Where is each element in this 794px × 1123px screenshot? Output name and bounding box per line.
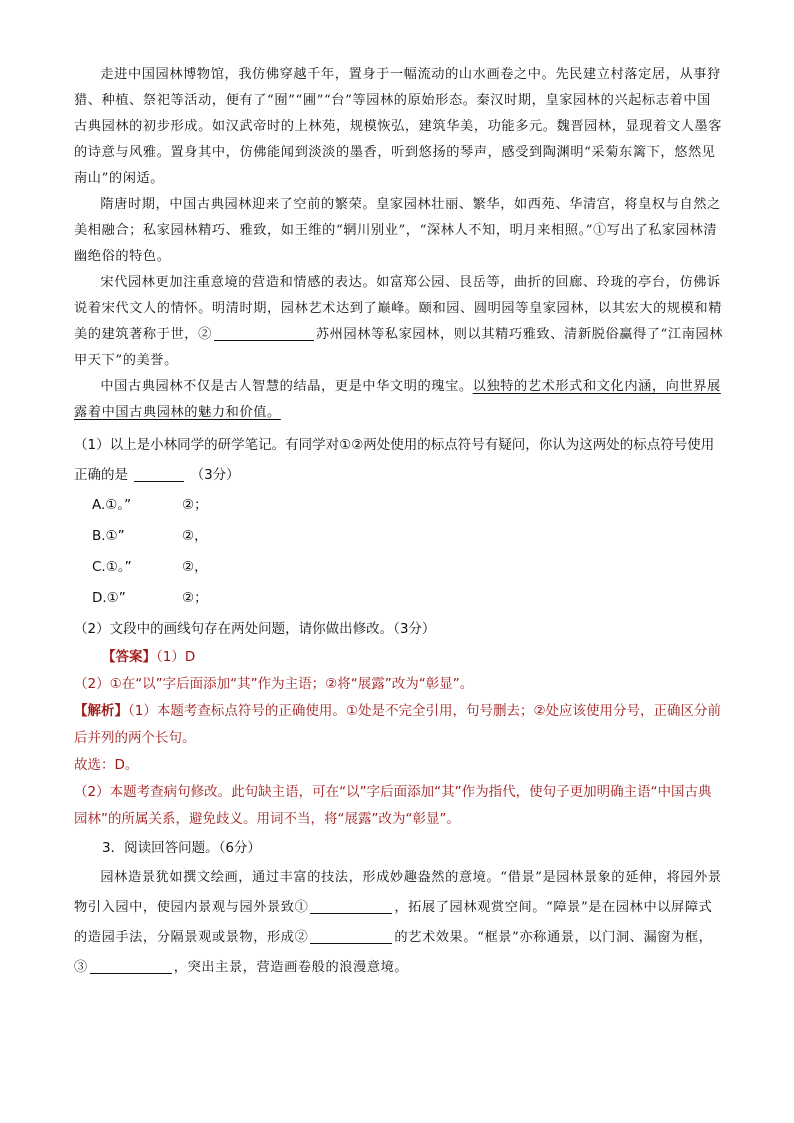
passage-p4-part1: 中国古典园林不仅是古人智慧的结晶，更是中华文明的瑰宝。 <box>100 379 473 394</box>
passage-paragraph-4 <box>74 374 724 426</box>
option-a-label: A.①。” <box>92 497 132 513</box>
section-3-paragraph <box>74 863 724 983</box>
option-a <box>92 490 724 521</box>
section-3-text-4: ，突出主景，营造画卷般的浪漫意境。 <box>173 960 409 975</box>
passage-p3-part2: 苏州园林等私家园林，则以其精巧雅致、清新脱俗赢得了“江南园林甲天下”的美誉。 <box>74 327 724 368</box>
document-page <box>74 62 724 983</box>
option-c-mark: ②， <box>182 559 208 575</box>
section-3-text-1: 园林造景犹如撰文绘画，通过丰富的技法，形成妙趣盎然的意境。“借景”是园林景象的延伸，将园外景物引入园中，使园内景观与园外景致① <box>74 870 722 915</box>
option-d-mark: ②； <box>182 590 208 606</box>
passage-paragraph-1: 走进中国园林博物馆，我仿佛穿越千年，置身于一幅流动的山水画卷之中。先民建立村落定居，从事狩猎、种植、祭祀等活动，便有了“囿”“圃”“台”等园林的原始形态。秦汉时期，皇家园林的兴起标志着中国古典园林的初步形成。如汉武帝时的上林苑，规模恢弘，建筑华美，功能多元。魏晋园林，显现着文人墨客的诗意与风雅。置身其中，仿佛能闻到淡淡的墨香，听到悠扬的琴声，感受到陶渊明“采菊东篱下，悠然见南山”的闲适。 <box>74 67 723 186</box>
option-c <box>92 552 724 583</box>
option-d <box>92 583 724 614</box>
question-1-blank <box>134 467 184 482</box>
question-1-stem <box>74 430 724 490</box>
analysis-line-1 <box>74 698 724 752</box>
answer-tag: 【答案】 <box>102 649 156 665</box>
passage-paragraph-3 <box>74 270 724 374</box>
answer-1: （1）D <box>156 649 196 665</box>
passage-paragraph-2: 隋唐时期，中国古典园林迎来了空前的繁荣。皇家园林壮丽、繁华，如西苑、华清宫，将皇权与自然之美相融合；私家园林精巧、雅致，如王维的“辋川别业”，“深林人不知，明月来相照。”①写出了私家园林清幽绝俗的特色。 <box>74 197 721 264</box>
option-a-mark: ②； <box>182 497 208 513</box>
answer-line-1 <box>74 644 724 671</box>
answer-line-2: （2）①在“以”字后面添加“其”作为主语；②将“展露”改为“彰显”。 <box>74 676 474 692</box>
option-b-mark: ②， <box>182 528 208 544</box>
question-2-stem: （2）文段中的画线句存在两处问题，请你做出修改。（3分） <box>74 621 436 637</box>
question-1-options <box>74 490 724 614</box>
question-1-score: （3分） <box>190 467 240 483</box>
section-3-blank-3 <box>90 959 172 974</box>
option-b <box>92 521 724 552</box>
section-3-text-2: ，拓展了园林观赏空间。“障景”是在园林中以屏障式的造园手法，分隔景观或景物，形成② <box>74 900 713 945</box>
section-3-blank-1 <box>310 899 392 914</box>
answer-blank-2 <box>214 326 314 341</box>
option-c-label: C.①。” <box>92 559 132 575</box>
question-1-text: （1）以上是小林同学的研学笔记。有同学对①②两处使用的标点符号有疑问，你认为这两处的标点符号使用正确的是 <box>74 437 715 483</box>
analysis-line-2: 故选：D。 <box>74 757 139 773</box>
passage-p3-part1: 宋代园林更加注重意境的营造和情感的表达。如富郑公园、艮岳等，曲折的回廊、玲珑的亭台，仿佛诉说着宋代文人的情怀。明清时期，园林艺术达到了巅峰。颐和园、圆明园等皇家园林，以其宏大的规模和精美的建筑著称于世，② <box>74 275 723 342</box>
section-3-blank-2 <box>310 929 392 944</box>
section-3-title: 3．阅读回答问题。（6分） <box>102 840 261 856</box>
analysis-tag: 【解析】 <box>74 703 128 719</box>
section-3-text-3: 的艺术效果。“框景”亦称通景，以门洞、漏窗为框，③ <box>74 930 713 975</box>
analysis-line-3: （2）本题考查病句修改。此句缺主语，可在“以”字后面添加“其”作为指代，使句子更加明确主语“中国古典园林”的所属关系，避免歧义。用词不当，将“展露”改为“彰显”。 <box>74 784 712 827</box>
option-d-label: D.①” <box>92 590 126 606</box>
option-b-label: B.①” <box>92 528 125 544</box>
underlined-sentence: 以独特的艺术形式和文化内涵，向世界展露着中国古典园林的魅力和价值。 <box>74 379 721 420</box>
analysis-1: （1）本题考查标点符号的正确使用。①处是不完全引用，句号删去；②处应该使用分号，正确区分前后并列的两个长句。 <box>74 703 722 746</box>
